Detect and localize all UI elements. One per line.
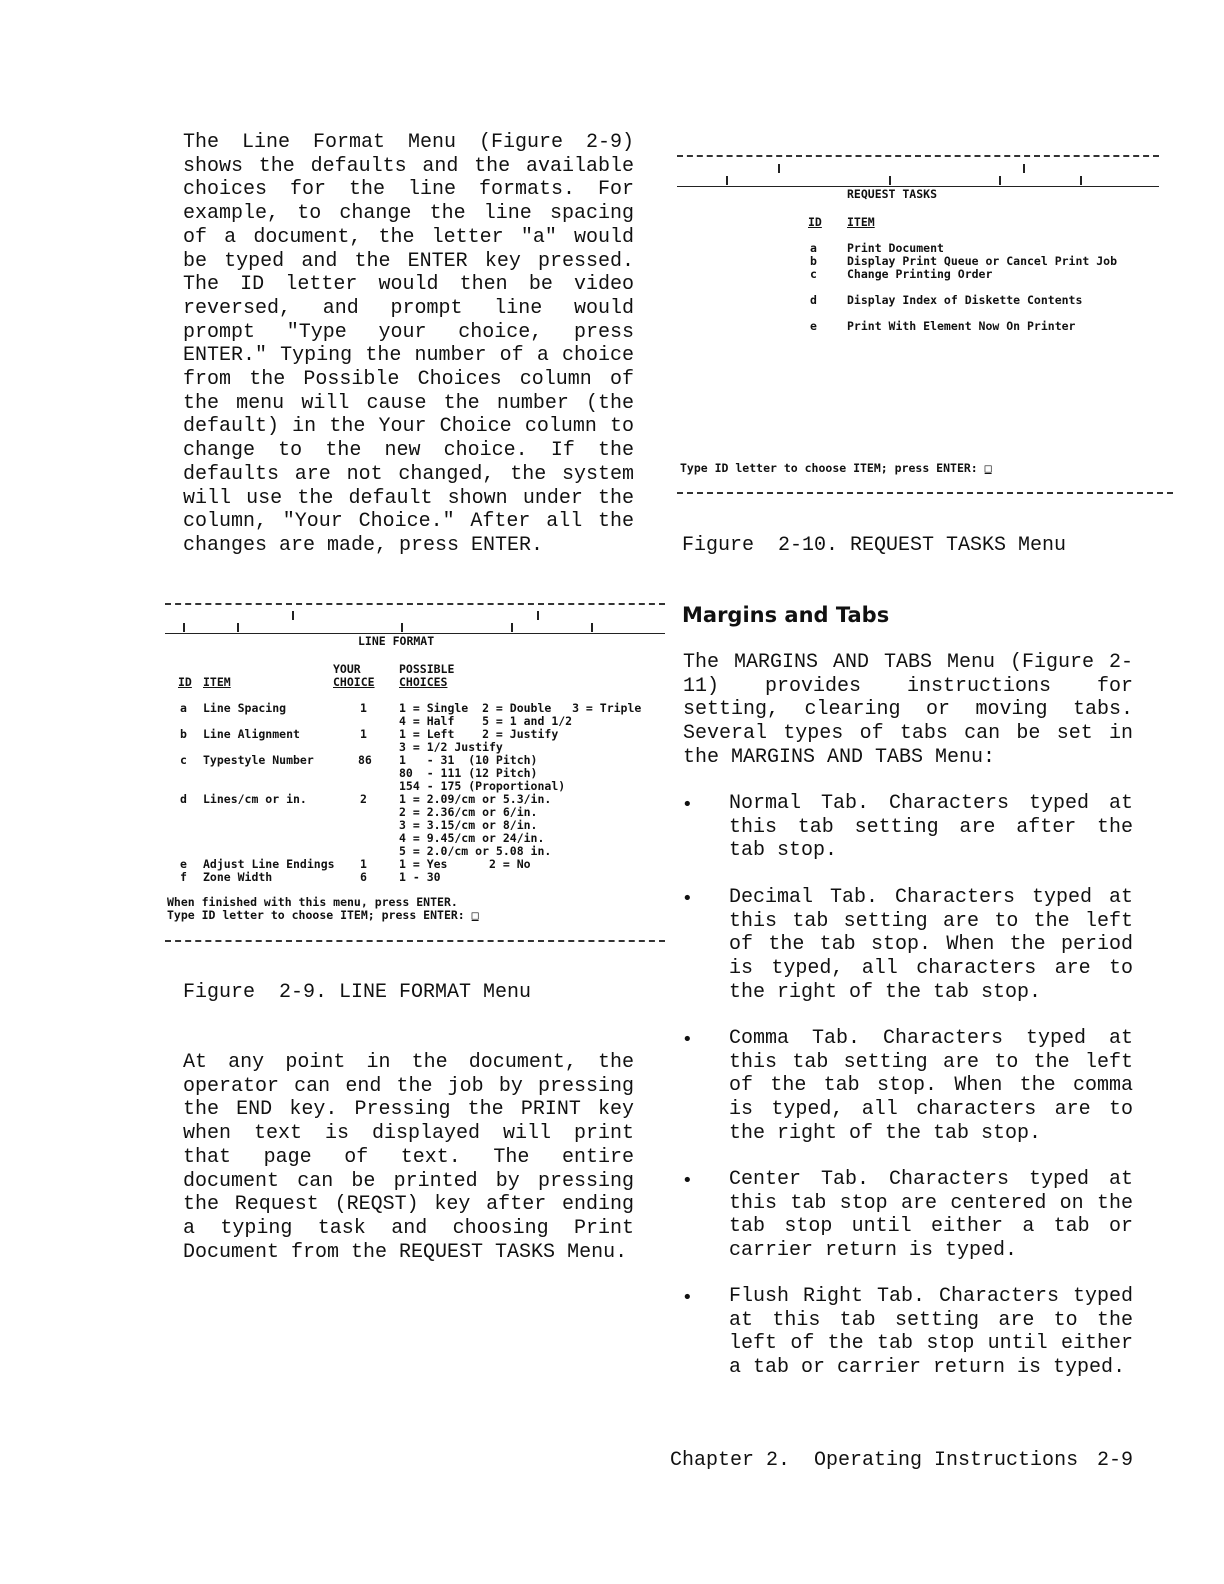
row-choices: 1 = Yes 2 = No [399,857,531,871]
row-choices: 154 - 175 (Proportional) [399,779,566,793]
bullet-icon: • [682,1170,693,1191]
bullet-icon: • [682,888,693,909]
tab-marker [183,623,185,632]
cursor-icon: □ [471,908,479,922]
task-label: Change Printing Order [847,267,993,281]
col-choice: CHOICE [333,675,375,689]
tab-marker [726,176,728,185]
row-choice: 2 [360,792,367,806]
screen-bottom-border [677,492,1173,494]
line-format-paragraph: The Line Format Menu (Figure 2-9) shows the defaults and the available choices for the line formats. For example, to change the line spacing of a document, the letter "a" would be typed and the ENTER key pressed. The ID letter would then be video reversed, and prompt line would prompt "Type your choice, press ENTER." Typing the number of a choice from the Possible Choices column of the menu will cause the number (the default) in the Your Choice column to change to the new choice. If the defaults are not changed, the system will use the default shown under the column, "Your Choice." After all the changes are made, press ENTER. [183,131,634,557]
figure-2-9-caption: Figure 2-9. LINE FORMAT Menu [183,981,532,1004]
row-choices: 5 = 2.0/cm or 5.08 in. [399,844,552,858]
screen-bottom-border [165,940,665,942]
screen-top-border [677,155,1159,157]
row-choice: 1 [360,701,367,715]
row-id: f [180,870,187,884]
col-item: ITEM [847,215,875,229]
bullet-normal-tab: Normal Tab. Characters typed at this tab setting are after the tab stop. [729,792,1133,863]
task-id: d [810,293,817,307]
row-id: d [180,792,187,806]
figure-2-10-caption: Figure 2-10. REQUEST TASKS Menu [682,534,1067,557]
bullet-icon: • [682,1287,693,1308]
row-id: e [180,857,187,871]
row-choice: 1 [360,727,367,741]
task-id: b [810,254,817,268]
row-item: Line Spacing [203,701,287,715]
row-choices: 2 = 2.36/cm or 6/in. [399,805,538,819]
row-id: c [180,753,187,767]
tab-marker [591,623,593,632]
menu-title: REQUEST TASKS [847,187,938,201]
row-choices: 4 = 9.45/cm or 24/in. [399,831,545,845]
bullet-center-tab: Center Tab. Characters typed at this tab stop are centered on the tab stop until either a tab or carrier return is typed. [729,1168,1133,1263]
task-id: e [810,319,817,333]
bullet-icon: • [682,794,693,815]
task-label: Print With Element Now On Printer [847,319,1076,333]
cursor-icon: □ [984,461,992,475]
row-item: Zone Width [203,870,273,884]
row-choices: 1 = Left 2 = Justify [399,727,559,741]
tab-marker [401,623,403,632]
bullet-icon: • [682,1029,693,1050]
tab-marker [1080,176,1082,185]
row-choice: 86 [358,753,372,767]
tab-marker [889,176,891,185]
row-item: Line Alignment [203,727,300,741]
request-tasks-figure [677,147,1177,507]
task-label: Display Index of Diskette Contents [847,293,1083,307]
line-format-figure [165,595,665,955]
tabs-intro-paragraph: The MARGINS AND TABS Menu (Figure 2-11) provides instructions for setting, clearing or moving tabs. Several types of tabs can be set in the MARGINS AND TABS Menu: [683,651,1133,769]
tab-marker [1023,164,1025,173]
col-id: ID [178,675,192,689]
row-id: b [180,727,187,741]
menu-title: LINE FORMAT [358,634,435,648]
tab-marker [778,164,780,173]
task-label: Print Document [847,241,944,255]
bullet-flush-right-tab: Flush Right Tab. Characters typed at this tab setting are to the left of the tab stop until either a tab or carrier return is typed. [729,1285,1133,1380]
bullet-comma-tab: Comma Tab. Characters typed at this tab setting are to the left of the tab stop. When the comma is typed, all characters are to the right of the tab stop. [729,1027,1133,1145]
end-job-paragraph: At any point in the document, the operator can end the job by pressing the END key. Pressing the PRINT key when text is displayed will print that page of text. The entire document can be printed by pressing the Request (REQST) key after ending a typing task and choosing Print Document from the REQUEST TASKS Menu. [183,1051,634,1264]
tab-marker [999,176,1001,185]
col-your: YOUR [333,662,361,676]
row-choice: 1 [360,857,367,871]
task-id: a [810,241,817,255]
chapter-footer: Chapter 2. Operating Instructions [670,1449,1079,1472]
row-choice: 6 [360,870,367,884]
row-choices: 4 = Half 5 = 1 and 1/2 [399,714,573,728]
task-id: c [810,267,817,281]
task-label: Display Print Queue or Cancel Print Job [847,254,1118,268]
row-choices: 1 = Single 2 = Double 3 = Triple [399,701,642,715]
bullet-decimal-tab: Decimal Tab. Characters typed at this tab setting are to the left of the tab stop. When the period is typed, all characters are to the right of the tab stop. [729,886,1133,1004]
tab-marker [237,623,239,632]
row-choices: 3 = 1/2 Justify [399,740,503,754]
prompt-line [167,909,479,922]
row-id: a [180,701,187,715]
row-item: Lines/cm or in. [203,792,307,806]
row-choices: 1 - 30 [399,870,441,884]
tab-marker [292,611,294,620]
screen-top-border [165,603,665,605]
prompt-text: Type ID letter to choose ITEM; press ENTER: [167,908,465,922]
row-choices: 1 - 31 (10 Pitch) [399,753,538,767]
section-heading: Margins and Tabs [682,603,890,627]
tab-marker [511,623,513,632]
page-number: 2-9 [1097,1449,1134,1472]
menu-footer-text: When finished with this menu, press ENTER. [167,895,458,909]
row-item: Adjust Line Endings [203,857,335,871]
prompt-text: Type ID letter to choose ITEM; press ENTER: [680,461,978,475]
col-id: ID [808,215,822,229]
tab-marker [537,611,539,620]
row-choices: 3 = 3.15/cm or 8/in. [399,818,538,832]
prompt-line [680,462,992,475]
col-possible: POSSIBLE [399,662,455,676]
row-item: Typestyle Number [203,753,314,767]
row-choices: 80 - 111 (12 Pitch) [399,766,538,780]
row-choices: 1 = 2.09/cm or 5.3/in. [399,792,552,806]
col-choices: CHOICES [399,675,448,689]
col-item: ITEM [203,675,231,689]
